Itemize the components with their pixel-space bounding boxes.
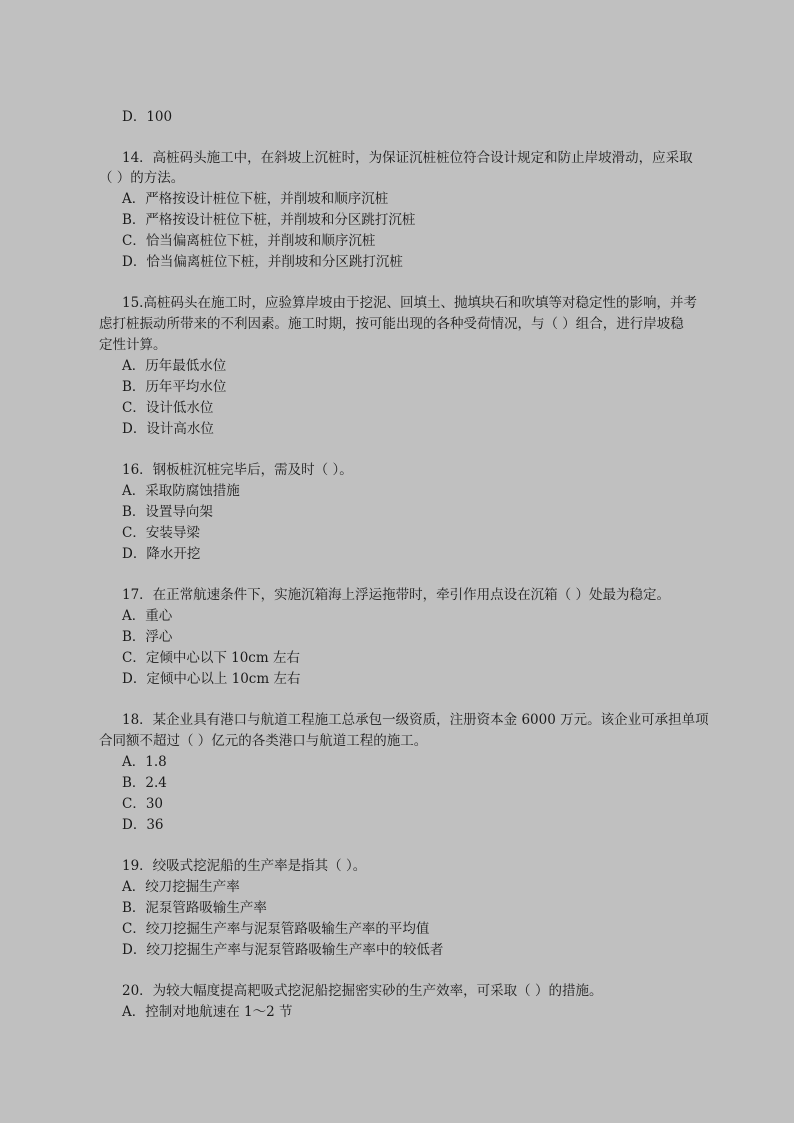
question-17-option-d: D．定倾中心以上 10cm 左右 <box>122 671 301 687</box>
question-16-option-b: B．设置导向架 <box>122 504 213 520</box>
question-20-option-a: A．控制对地航速在 1～2 节 <box>122 1004 293 1020</box>
prev-option-d: D．100 <box>122 109 173 125</box>
question-16-stem-line1: 16．钢板桩沉桩完毕后，需及时（ ）。 <box>122 462 353 478</box>
question-18-stem-line2: 合同额不超过（ ）亿元的各类港口与航道工程的施工。 <box>99 733 428 749</box>
question-18-option-a: A．1.8 <box>122 754 167 770</box>
question-19-option-d: D．绞刀挖掘生产率与泥泵管路吸输生产率中的较低者 <box>122 942 444 958</box>
question-19-option-c: C．绞刀挖掘生产率与泥泵管路吸输生产率的平均值 <box>122 921 430 937</box>
question-16-option-c: C．安装导梁 <box>122 525 200 541</box>
question-14-option-d: D．恰当偏离桩位下桩，并削坡和分区跳打沉桩 <box>122 254 403 270</box>
question-14-option-b: B．严格按设计桩位下桩，并削坡和分区跳打沉桩 <box>122 212 416 228</box>
question-19-stem-line1: 19．绞吸式挖泥船的生产率是指其（ ）。 <box>122 858 367 874</box>
question-14-stem-line2: （ ）的方法。 <box>99 170 185 186</box>
question-14-stem-line1: 14．高桩码头施工中，在斜坡上沉桩时，为保证沉桩桩位符合设计规定和防止岸坡滑动，应采取 <box>122 150 693 166</box>
question-15-option-d: D．设计高水位 <box>122 421 214 437</box>
question-15-stem-line2: 虑打桩振动所带来的不利因素。施工时期，按可能出现的各种受荷情况，与（ ）组合，进行岸坡稳 <box>99 316 684 332</box>
question-19-option-a: A．绞刀挖掘生产率 <box>122 879 240 895</box>
question-18-option-c: C．30 <box>122 796 164 812</box>
question-14-option-c: C．恰当偏离桩位下桩，并削坡和顺序沉桩 <box>122 233 376 249</box>
question-17-stem-line1: 17．在正常航速条件下，实施沉箱海上浮运拖带时，牵引作用点设在沉箱（ ）处最为稳定。 <box>122 587 670 603</box>
question-14-option-a: A．严格按设计桩位下桩，并削坡和顺序沉桩 <box>122 191 389 207</box>
question-19-option-b: B．泥泵管路吸输生产率 <box>122 900 267 916</box>
question-17-option-c: C．定倾中心以下 10cm 左右 <box>122 650 300 666</box>
question-15-stem-line3: 定性计算。 <box>99 337 167 353</box>
question-16-option-a: A．采取防腐蚀措施 <box>122 483 240 499</box>
question-15-stem-line1: 15.高桩码头在施工时，应验算岸坡由于挖泥、回填土、抛填块石和吹填等对稳定性的影响，并考 <box>122 295 697 311</box>
question-17-option-a: A．重心 <box>122 608 173 624</box>
question-20-stem-line1: 20．为较大幅度提高耙吸式挖泥船挖掘密实砂的生产效率，可采取（ ）的措施。 <box>122 983 603 999</box>
question-18-option-b: B．2.4 <box>122 775 167 791</box>
question-16-option-d: D．降水开挖 <box>122 546 201 562</box>
question-17-option-b: B．浮心 <box>122 629 173 645</box>
question-15-option-c: C．设计低水位 <box>122 400 214 416</box>
question-15-option-b: B．历年平均水位 <box>122 379 227 395</box>
question-18-stem-line1: 18．某企业具有港口与航道工程施工总承包一级资质，注册资本金 6000 万元。该企业可承担单项 <box>122 712 709 728</box>
question-15-option-a: A．历年最低水位 <box>122 358 227 374</box>
question-18-option-d: D．36 <box>122 817 164 833</box>
